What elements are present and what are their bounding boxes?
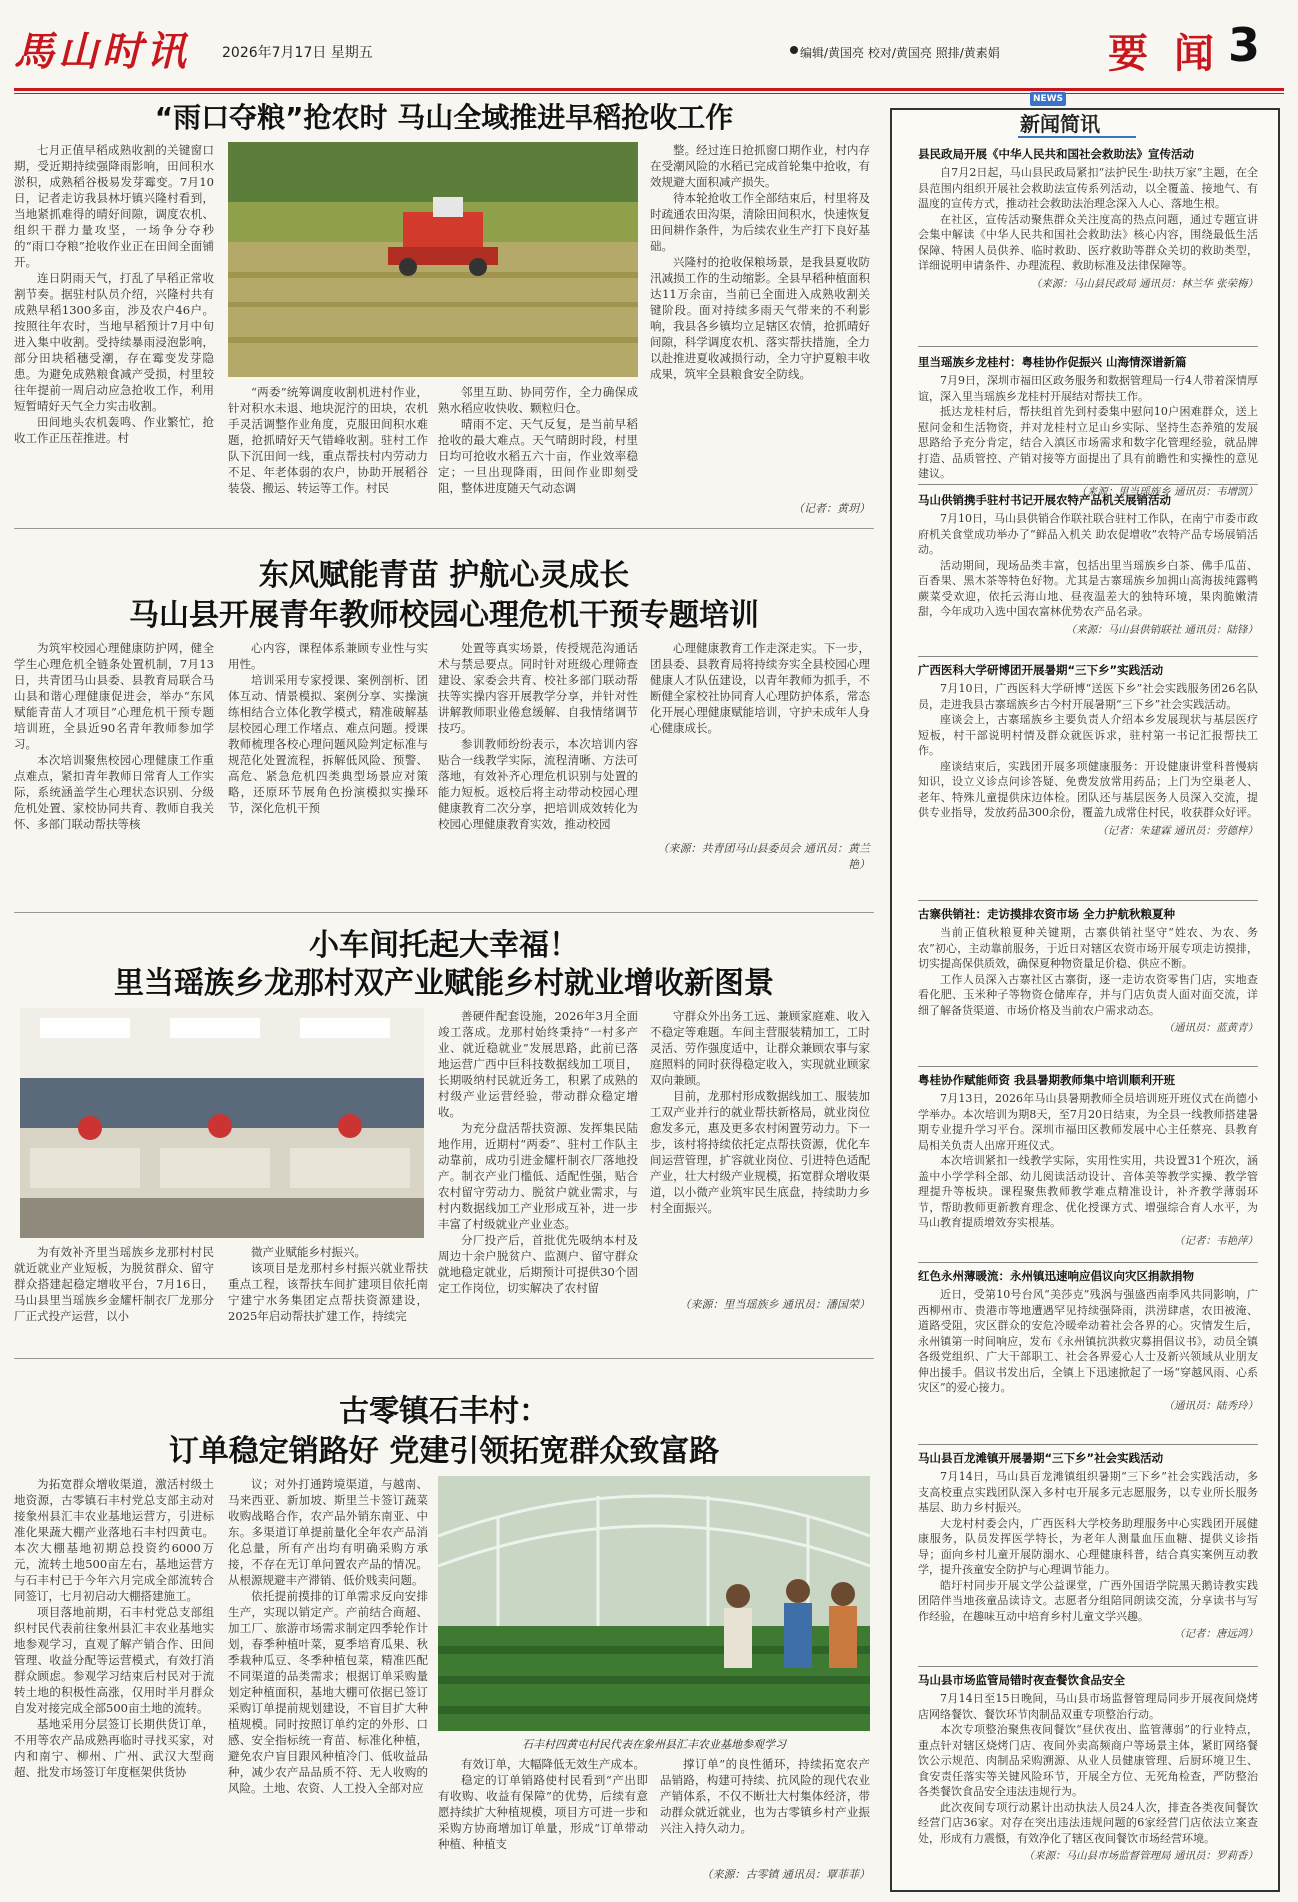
brief-divider: [918, 484, 1258, 485]
sidebar-title-underline: [1018, 136, 1136, 138]
brief-title: 马山供销携手驻村书记开展农特产品机关展销活动: [918, 493, 1171, 507]
news-brief: [918, 146, 1258, 291]
brief-body: 7月13日，2026年马山县暑期教师全员培训班开班仪式在尚德小学举办。本次培训为期8天，至7月20日结束，为全县一线教师搭建暑期专业提升学习平台。深圳市福田区教师发展中心主任蔡亮、县教育局相关负责人出席开班仪式。 本次培训紧扣一线教学实际，实用性实用，共设置31个班次，涵盖中小学学科全部、幼儿阅读活动设计、音体美等教学实操、教学管理提升等板块。课程聚焦教师教学难点精准设计，补齐教学薄弱环节，帮助教师更新教育理念、优化授课方式、增强综合育人水平，为马山教育提质增效夯实根基。: [918, 1092, 1258, 1229]
brief-source: （通讯员：蓝黄青）: [1163, 1022, 1258, 1034]
article-body-col: 处置等真实场景，传授规范沟通话术与禁忌要点。同时针对班级心理筛查建设、家委会共育、校社多部门联动帮扶等实操内容开展教学分享，并针对性讲解教师职业倦怠缓解、自我情绪调节技巧。 参训教师纷纷表示，本次培训内容贴合一线教学实际，流程清晰、方法可落地，有效补齐心理危机识别与处置的能力短板。返校后将主动带动校园心理健康教育二次分享，把培训成效转化为校园心理健康教育实效，推动校园: [438, 641, 638, 831]
photo-caption: 石丰村四黄屯村民代表在象州县汇丰农业基地参观学习: [522, 1738, 786, 1751]
brief-divider: [918, 1262, 1258, 1263]
section-name: 要闻: [1108, 31, 1240, 77]
section-divider: [14, 1358, 874, 1359]
brief-body: 7月14日，马山县百龙滩镇组织暑期“三下乡”社会实践活动，多支高校重点实践团队深入多村屯开展多元志愿服务，以专业所长服务基层、助力乡村振兴。 大龙村村委会内，广西医科大学校务助理服务中心实践团开展健康服务，队员发挥医学特长，为老年人测量血压血糖、提供义诊指导；面向乡村儿童开展防溺水、心理健康科普，结合真实案例互动教学，提升孩童安全防护与心理调节能力。 皓圩村同步开展文学公益课堂，广西外国语学院黑天鹅诗教实践团陪伴当地孩童品读诗文。志愿者分组陪同朗读交流，分享读书与写作经验，在趣味互动中培育乡村儿童文学兴趣。: [918, 1470, 1258, 1623]
article-body-col: 有效订单，大幅降低无效生产成本。 稳定的订单销路使村民看到“产出即有收购、收益有保障”的优势，后续有意愿持续扩大种植规模，项目方可进一步和采购方协商增加订单量，形成“订单带动种植、种植支: [438, 1757, 648, 1851]
masthead-logo: 馬山时讯: [14, 28, 190, 75]
rice-harvest-photo: [228, 142, 638, 377]
brief-body: 7月10日，马山县供销合作联社联合驻村工作队，在南宁市委市政府机关食堂成功举办了“鲜品入机关 助农促增收”农特产品专场展销活动。 活动期间，现场品类丰富，包括出里当瑶族乡白茶、佛手瓜苗、百香果、黑木茶等特色好物。尤其是古寨瑶族乡加拥山高海拔纯露鸭蕨菜受欢迎，依托云海山地、昼夜温差大的独特环境，果肉脆嫩清甜，今年成功入选中国农富林优势农产品名录。: [918, 512, 1258, 618]
brief-divider: [918, 656, 1258, 657]
news-brief: [918, 1268, 1258, 1413]
article-source: （来源：里当瑶族乡 通讯员：潘国荣）: [679, 1298, 870, 1311]
brief-body: 自7月2日起，马山县民政局紧扣“法护民生·助扶万家”主题，在全县范围内组织开展社会救助法宣传系列活动，以全覆盖、接地气、有温度的宣传方式，推动社会救助法治理念深入人心、落地生根。 在社区，宣传活动聚焦群众关注度高的热点问题，通过专题宣讲会集中解读《中华人民共和国社会救助法》核心内容，围绕最低生活保障、特困人员供养、临时救助、医疗救助等群众关切的救助类型，详细说明申请条件、办理流程、救助标准及法律保障等。: [918, 166, 1258, 272]
article-body-col: “两委”统筹调度收割机进村作业，针对积水未退、地块泥泞的田块，农机手灵活调整作业角度，克服田间积水难题，抢抓晴好天气错峰收割。驻村工作队下沉田间一线，重点帮扶村内劳动力不足、年老体弱的农户，协助开展稻谷装袋、搬运、转运等工作。村民: [228, 385, 428, 495]
brief-source: （通讯员：陆秀玲）: [1163, 1399, 1258, 1412]
news-brief: [918, 1072, 1258, 1248]
article-title: 东风赋能青苗 护航心灵成长: [258, 558, 630, 593]
article-body-col: 七月正值早稻成熟收割的关键窗口期，受近期持续强降雨影响，田间积水淤积，成熟稻谷极易发芽霉变。7月10日，记者走访我县林圩镇兴隆村看到，当地紧抓难得的晴好间隙，调度农机、组织干群力量攻坚，一场争分夺秒的“雨口夺粮”抢收作业正在田间全面铺开。 连日阴雨天气，打乱了早稻正常收割节奏。据驻村队员介绍，兴隆村共有成熟早稻1300多亩，涉及农户46户。按照往年农时，当地早稻预计7月中旬进入集中收割。受持续暴雨浸泡影响，部分田块稻穗受潮，存在霉变发芽隐患。为避免成熟粮食减产受损，村里较往年提前一周启动应急抢收工作，利用短暂晴好天气全力实击收割。 田间地头农机轰鸣、作业繁忙，抢收工作正压茬推进。村: [14, 143, 214, 445]
header-divider: [14, 88, 1284, 91]
brief-title: 广西医科大学研博团开展暑期“三下乡”实践活动: [918, 663, 1164, 677]
brief-divider: [918, 1444, 1258, 1445]
article-body-col: 为有效补齐里当瑶族乡龙那村村民就近就业产业短板，为脱贫群众、留守群众搭建起稳定增收平台，7月16日，马山县里当瑶族乡金耀杆制衣厂龙那分厂正式投产运营，以小: [14, 1245, 214, 1323]
header-divider-thin: [14, 93, 1284, 94]
article-source: （来源：共青团马山县委员会 通讯员：黄兰艳）: [657, 842, 870, 871]
brief-source: （来源：马山县民政局 通讯员：林兰华 张荣梅）: [1030, 277, 1258, 290]
brief-source: （记者：韦艳萍）: [1174, 1234, 1258, 1247]
brief-source: （记者：朱建霖 通讯员：劳德梓）: [1097, 824, 1258, 837]
brief-title: 红色永州薄暖流：永州镇迅速响应倡议向灾区捐款捐物: [918, 1269, 1194, 1283]
brief-source: （来源：马山县供销联社 通讯员：陆锋）: [1065, 623, 1258, 636]
article-body-col: 为筑牢校园心理健康防护网，健全学生心理危机全链条处置机制，7月13日，共青团马山县委、县教育局联合马山县和谐心理健康促进会，举办“东风赋能青苗人才项目”心理危机干预专题培训班，全县近90名青年教师参加学习。 本次培训聚焦校园心理健康工作重点难点，紧扣青年教师日常育人工作实际，系统涵盖学生心理状态识别、分级危机处置、家校协同共育、教师自我关怀、多部门联动帮扶等核: [14, 641, 214, 831]
sidebar-title: 新闻简讯: [1020, 112, 1100, 136]
brief-source: （来源：马山县市场监督管理局 通讯员：罗莉香）: [1023, 1850, 1258, 1862]
article-body-col: 整。经过连日抢抓窗口期作业，村内存在受潮风险的水稻已完成首轮集中抢收，有效规避大面积减产损失。 待本轮抢收工作全部结束后，村里将及时疏通农田沟渠，清除田间积水，快速恢复田间耕作条件，为后续农业生产打下良好基础。 兴隆村的抢收保粮场景，是我县夏收防汛减损工作的生动缩影。全县早稻种植面积达11万余亩，当前已全面进入成熟收割关键阶段。面对持续多雨天气带来的不利影响，我县各乡镇均立足辖区农情，抢抓晴好间隙，科学调度农机、落实帮扶措施，全力以赴推进夏收减损行动，全力守护夏粮丰收成果，筑牢全县粮食安全防线。: [650, 143, 870, 381]
brief-title: 县民政局开展《中华人民共和国社会救助法》宣传活动: [918, 147, 1194, 161]
greenhouse-visit-photo: [438, 1476, 870, 1731]
news-badge: NEWS: [1030, 92, 1066, 106]
article-subtitle: 马山县开展青年教师校园心理危机干预专题培训: [129, 598, 759, 633]
brief-title: 古寨供销社：走访摸排农资市场 全力护航秋粮夏种: [918, 907, 1176, 921]
brief-source: （记者：唐远鸿）: [1174, 1628, 1258, 1640]
brief-title: 里当瑶族乡龙桂村：粤桂协作促振兴 山海情深谱新篇: [918, 355, 1187, 369]
article-body-col: 为拓宽群众增收渠道，激活村级土地资源，古零镇石丰村党总支部主动对接象州县汇丰农业基地运营方，引进标准化果蔬大棚产业落地石丰村四黄屯。本次大棚基地初期总投资约6000万元，流转土地500亩左右，基地运营方与石丰村已于今年六月完成全部流转合同签订，七月初启动大棚搭建施工。 项目落地前期，石丰村党总支部组织村民代表前往象州县汇丰农业基地实地参观学习，直观了解产销合作、田间管理、收益分配等运营模式，有效打消群众顾虑。参观学习结束后村民对于流转土地的积极性高涨，仅用时半月群众自发对接完成全部500亩土地的流转。 基地采用分层签订长期供货订单，不用等农产品成熟再临时寻找买家，对内和南宁、柳州、广州、武汉大型商超、批发市场签订年度框架供货协: [14, 1477, 214, 1779]
brief-body: 7月14日至15日晚间，马山县市场监督管理局同步开展夜间烧烤店网络餐饮、餐饮环节肉制品双重专项整治行动。 本次专项整治聚焦夜间餐饮“昼伏夜出、监管薄弱”的行业特点，重点针对辖区烧烤门店、夜间外卖高频商户等场景主体，紧盯网络餐饮公示规范、肉制品采购溯源、从业人员健康管理、后厨环境卫生、食安责任落实等关键风险环节，开展全方位、无死角检查，严防整治各类餐饮食品安全违法违规行为。 此次夜间专项行动累计出动执法人员24人次，排查各类夜间餐饮经营门店36家。对存在突出违法违规问题的6家经营门店依法立案查处，形成有力震慑，有效净化了辖区夜间餐饮市场经营环境。: [918, 1692, 1258, 1845]
article-subtitle: 订单稳定销路好 党建引领拓宽群众致富路: [168, 1434, 720, 1469]
section-divider: [14, 528, 874, 529]
article-body-col: 邻里互助、协同劳作，全力确保成熟水稻应收快收、颗粒归仓。 晴雨不定、天气反复，是当前早稻抢收的最大难点。天气晴朗时段，村里日均可抢收水稻五六十亩，作业效率稳定；一旦出现降雨，田间作业即刻受阻，整体进度随天气动态调: [438, 385, 638, 495]
article-subtitle: 里当瑶族乡龙那村双产业赋能乡村就业增收新图景: [114, 966, 774, 1001]
brief-divider: [918, 900, 1258, 901]
article-title: “雨口夺粮”抢农时 马山全域推进早稻抢收工作: [154, 101, 734, 134]
article-body-col: 善硬件配套设施，2026年3月全面竣工落成。龙那村始终秉持“一村多产业、就近稳就业”发展思路，此前已落地运营广西中巨科技数据线加工项目，长期吸纳村民就近务工，积累了成熟的村级产业运营经验，带动群众稳定增收。 为充分盘活帮扶资源、发挥集民陆地作用，近期村“两委”、驻村工作队主动靠前，成功引进金耀杆制衣厂落地投产。制衣产业门槛低、适配性强，贴合农村留守劳动力、脱贫户就业需求，与村内数据线加工产业形成互补，进一步丰富了村级就业产业业态。 分厂投产后，首批优先吸纳本村及周边十余户脱贫户、监测户、留守群众就地稳定就业，后期预计可提供30个固定工作岗位，切实解决了农村留: [438, 1009, 638, 1295]
brief-source: （来源：里当瑶族乡 通讯员：韦增凯）: [1076, 485, 1258, 498]
section-divider: [14, 912, 874, 913]
brief-body: 7月9日，深圳市福田区政务服务和数据管理局一行4人带着深情厚谊，深入里当瑶族乡龙桂村开展结对帮扶工作。 抵达龙桂村后，帮扶组首先到村委集中慰问10户困难群众，送上慰问金和生活物资，并对龙桂村立足山乡实际、坚持生态养殖的发展思路给予充分肯定，结合入滇区市场需求和数字化管理经验，就品牌打造、品质管控、产销对接等方面提出了具有前瞻性和实操性的意见建议。: [918, 374, 1258, 480]
brief-divider: [918, 346, 1258, 347]
brief-title: 粤桂协作赋能师资 我县暑期教师集中培训顺利开班: [918, 1073, 1176, 1087]
news-brief: [918, 1672, 1258, 1863]
brief-body: 7月10日，广西医科大学研博“送医下乡”社会实践服务团26名队员，走进我县古寨瑶族乡古今村开展暑期“三下乡”社会实践活动。 座谈会上，古寨瑶族乡主要负责人介绍本乡发展现状与基层医疗短板，村干部说明村情及群众就医诉求，驻村第一书记汇报帮扶工作。 座谈结束后，实践团开展多项健康服务：开设健康讲堂科普慢病知识，设立义诊点问诊答疑、免费发放常用药品；上门为空巢老人、老年、特殊儿童提供床边体检。团队还与基层医务人员深入交流，提供专业指导，发放药品300余份，覆盖九成常住村民，收获群众好评。: [918, 682, 1258, 819]
brief-body: 当前正值秋粮夏种关键期，古寨供销社坚守“姓农、为农、务农”初心，主动靠前服务，于近日对辖区农资市场开展专项走访摸排，切实提高保供质效，确保夏种物资量足价稳、供应不断。 工作人员深入古寨社区古寨街，逐一走访农资零售门店，实地查看化肥、玉米种子等物资仓储库存，并与门店负责人面对面交流，详细了解备货渠道、市场价格及当前农户需求动态。: [918, 926, 1258, 1017]
news-brief: [918, 492, 1258, 637]
article-body-col: 守群众外出务工远、兼顾家庭难、收入不稳定等难题。车间主营服装精加工，工时灵活、劳作强度适中，让群众兼顾农事与家庭照料的同时获得稳定收入，实现就业顾家双向兼顾。 目前，龙那村形成数据线加工、服装加工双产业并行的就业帮扶新格局，就业岗位愈发多元，惠及更多农村闲置劳动力。下一步，该村将持续依托定点帮扶资源，优化车间运营管理，扩容就业岗位、引进特色适配产业，壮大村级产业规模，拓宽群众增收渠道，以小微产业筑牢民生底盘，持续助力乡村全面振兴。: [650, 1009, 870, 1215]
article-body-col: 议；对外打通跨境渠道，与越南、马来西亚、新加坡、斯里兰卡签订蔬菜收购战略合作，农产品外销东南亚、中东。多渠道订单提前量化全年农产品消化总量，所有产出均有明确采购方承接，不存在无订单问置农产品的情况。从根源规避丰产滞销、低价贱卖问题。 依托提前摸排的订单需求反向安排生产，实现以销定产。产前结合商超、加工厂、旅游市场需求制定四季轮作计划，春季种植叶菜，夏季培育瓜果、秋季栽种瓜豆、冬季种植包菜，精准匹配不同渠道的品类需求；根据订单采购量划定种植面积，基地大棚可依据已签订采购订单提前规划建设，不盲目扩大种植规模。同时按照订单约定的外形、口感、安全指标统一育苗、标准化种植，避免农户盲目跟风种植冷门、低收益品种，减少农产品品质不符、无人收购的风险。土地、农资、人工投入全部对应: [228, 1477, 428, 1795]
bullet-icon: [790, 46, 798, 54]
article-title: 小车间托起大幸福！: [309, 928, 579, 963]
brief-body: 近日，受第10号台风“美莎克”残涡与强盛西南季风共同影响，广西柳州市、贵港市等地遭遇罕见持续强降雨，洪涝肆虐，农田被淹、道路受阻，灾区群众的安危冷暖牵动着社会各界的心。灾情发生后，永州镇第一时间响应，发布《永州镇抗洪救灾募捐倡议书》，动员全镇各级党组织、广大干部职工、社会各界爱心人士及新兴领域从业朋友伸出援手。倡议书发出后，全镇上下迅速掀起了一场“穿越风雨、心系灾区”的爱心接力。: [918, 1288, 1258, 1394]
article-title: 古零镇石丰村：: [339, 1394, 549, 1429]
news-brief: [918, 1450, 1258, 1641]
brief-title: 马山县百龙滩镇开展暑期“三下乡”社会实践活动: [918, 1451, 1164, 1465]
garment-workshop-photo: [20, 1008, 424, 1238]
news-brief: [918, 662, 1258, 838]
article-source: （来源：古零镇 通讯员：覃菲菲）: [701, 1868, 870, 1881]
page-number: 3: [1228, 18, 1261, 72]
article-body-col: 撑订单”的良性循环，持续拓宽农产品销路，构建可持续、抗风险的现代农业产销体系，不仅不断壮大村集体经济，带动群众就近就业，也为古零镇乡村产业振兴注入持久动力。: [660, 1757, 870, 1835]
brief-divider: [918, 1066, 1258, 1067]
news-brief: [918, 906, 1258, 1035]
brief-divider: [918, 1666, 1258, 1667]
news-brief: [918, 354, 1258, 499]
article-source: （记者：黄玥）: [793, 502, 870, 515]
article-body-col: 心理健康教育工作走深走实。下一步，团县委、县教育局将持续夯实全县校园心理健康人才队伍建设，以青年教师为抓手，不断健全家校社协同育人心理防护体系，常态化开展心理健康赋能培训，守护未成年人身心健康成长。: [650, 641, 870, 735]
article-body-col: 心内容，课程体系兼顾专业性与实用性。 培训采用专家授课、案例剖析、团体互动、情景模拟、案例分享、实操演练相结合立体化教学模式，精准破解基层校园心理工作堵点、难点问题。授课教师梳理各校心理问题风险判定标准与规范化处置流程，拆解低风险、预警、高危、紧急危机四类典型场景应对策略，还原环节展角色扮演模拟实操环节，深化危机干预: [228, 641, 428, 815]
page-header: [0, 0, 1298, 92]
issue-date: 2026年7月17日 星期五: [222, 45, 373, 61]
brief-title: 马山县市场监管局错时夜查餐饮食品安全: [918, 1673, 1125, 1687]
article-body-col: 微产业赋能乡村振兴。 该项目是龙那村乡村振兴就业帮扶重点工程，该帮扶车间扩建项目依托南宁建宁水务集团定点帮扶资源建设，2025年启动帮扶扩建工作，持续完: [228, 1245, 428, 1323]
editor-credits: 编辑/黄国亮 校对/黄国亮 照排/黄素娟: [800, 46, 1000, 60]
